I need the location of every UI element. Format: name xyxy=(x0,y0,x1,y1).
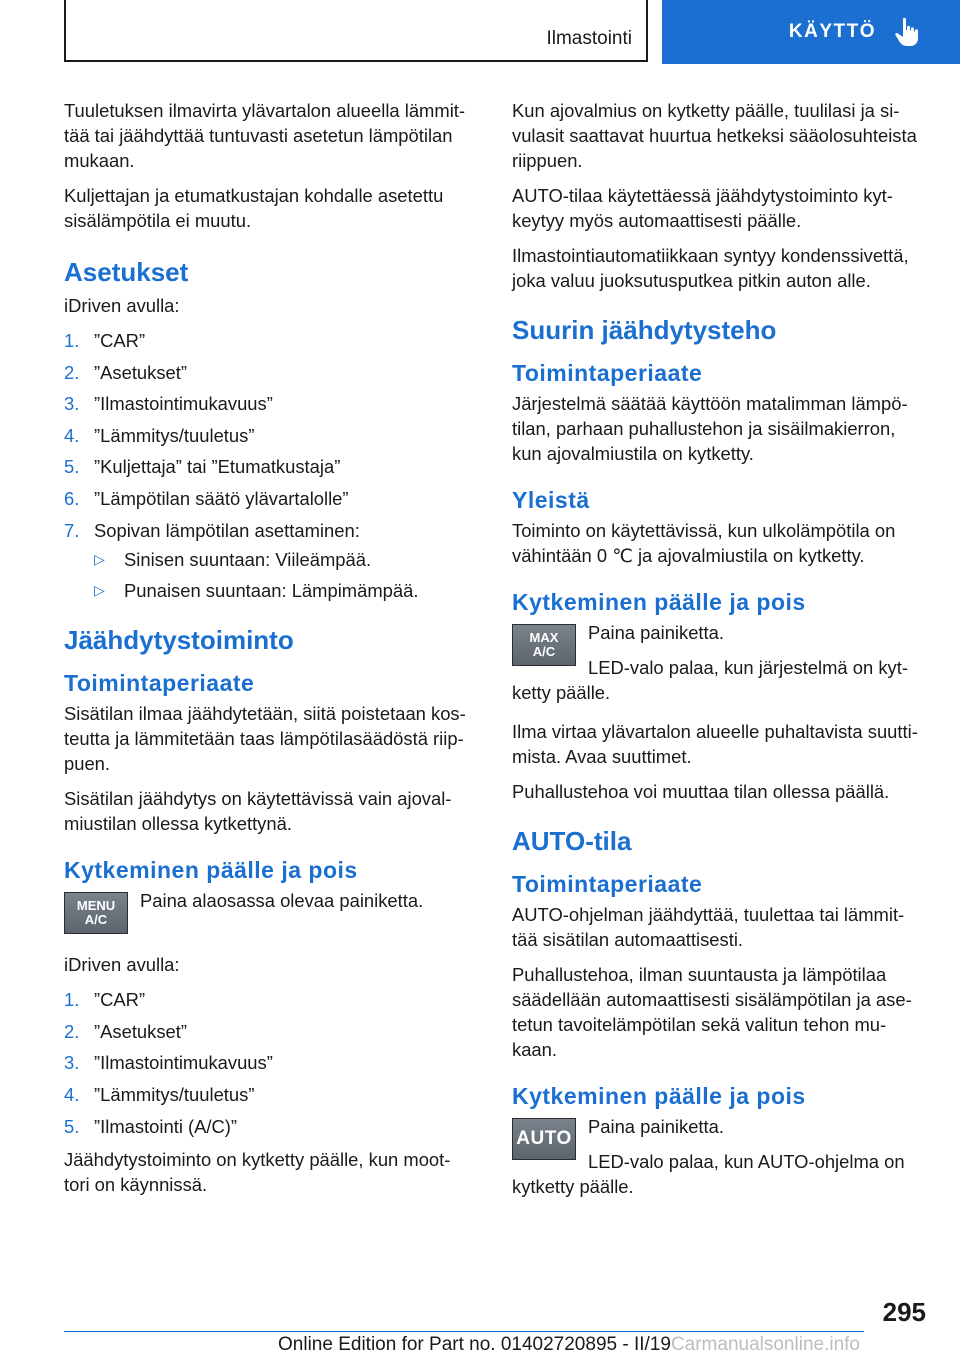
heading-kytkeminen: Kytkeminen päälle ja pois xyxy=(64,857,358,884)
paragraph: Järjestelmä säätää käyttöön matalimman lämpö‐ tilan, parhaan puhallustehon ja sisäilmakierron, kun ajovalmiustila on kytketty. xyxy=(512,393,908,464)
menu-ac-button-row xyxy=(64,888,480,938)
list-text: ”CAR” xyxy=(94,989,146,1011)
footer-divider xyxy=(64,1331,864,1332)
sub-list-item xyxy=(94,547,480,572)
heading-yleista: Yleistä xyxy=(512,487,590,513)
paragraph: Tuuletuksen ilmavirta ylävartalon alueella lämmit‐ tää tai jäähdyttää tuntuvasti asetetun lämpötilan mukaan. xyxy=(64,100,466,171)
right-column xyxy=(512,98,928,1209)
list-number: 3. xyxy=(64,1052,80,1074)
paragraph: Kuljettajan ja etumatkustajan kohdalle asetettu sisälämpötila ei muutu. xyxy=(64,185,444,231)
list-text: ”CAR” xyxy=(94,330,146,351)
list-text: ”Ilmastointi (A/C)” xyxy=(94,1115,238,1137)
list-text: ”Lämmitys/tuuletus” xyxy=(94,1083,255,1105)
heading-jaahdytystoiminto: Jäähdytystoiminto xyxy=(64,625,294,656)
list-text: ”Lämmitys/tuuletus” xyxy=(94,424,255,446)
header-section-title: Ilmastointi xyxy=(546,28,632,49)
paragraph: Jäähdytystoiminto on kytketty päälle, kun moot‐ tori on käynnissä. xyxy=(64,1148,451,1195)
edition-text: Online Edition for Part no. 01402720895 - II/19 xyxy=(278,1334,671,1355)
list-item xyxy=(64,423,480,448)
paragraph: Kun ajovalmius on kytketty päälle, tuulilasi ja si‐ vulasit saattavat huurtua hetkeksi sääolosuhteista riippuen. xyxy=(512,100,917,171)
auto-button-row xyxy=(512,1114,928,1199)
heading-toimintaperiaate: Toimintaperiaate xyxy=(64,670,255,697)
paragraph: iDriven avulla: xyxy=(64,954,180,976)
list-item xyxy=(64,1050,480,1075)
list-item xyxy=(64,1019,480,1044)
list-number: 2. xyxy=(64,1020,80,1042)
paragraph: LED-valo palaa, kun järjestelmä on kyt‐ ketty päälle. xyxy=(512,657,908,703)
list-number: 4. xyxy=(64,424,80,446)
paragraph: AUTO-tilaa käytettäessä jäähdytystoiminto kyt‐ keytyy myös automaattisesti päälle. xyxy=(512,185,893,231)
paragraph: Ilma virtaa ylävartalon alueelle puhaltavista suutti‐ mista. Avaa suuttimet. xyxy=(512,721,918,767)
left-column xyxy=(64,98,480,1207)
list-number: 7. xyxy=(64,519,80,541)
list-number: 1. xyxy=(64,989,80,1011)
paragraph: Paina painiketta. xyxy=(588,622,724,643)
heading-toimintaperiaate: Toimintaperiaate xyxy=(512,360,703,386)
triangle-bullet-icon: ▷ xyxy=(94,550,105,567)
paragraph: Ilmastointiautomatiikkaan syntyy kondenssivettä, joka valuu juoksutusputkea pitkin auton alle. xyxy=(512,245,909,291)
list-item xyxy=(64,454,480,479)
list-number: 3. xyxy=(64,393,80,415)
button-label-line2: A/C xyxy=(84,912,108,928)
list-item xyxy=(64,391,480,416)
settings-steps-list xyxy=(64,328,480,603)
list-item xyxy=(64,987,480,1012)
paragraph: Puhallustehoa, ilman suuntausta ja lämpötilaa säädellään automaattisesti sisälämpötilan ja ase‐ tetun tavoitelämpötilan sekä valitun tehon mu‐ kaan. xyxy=(512,964,912,1060)
triangle-bullet-icon: ▷ xyxy=(94,582,105,599)
list-text: ”Asetukset” xyxy=(94,1020,188,1042)
list-number: 4. xyxy=(64,1083,80,1105)
paragraph: LED-valo palaa, kun AUTO-ohjelma on kytketty päälle. xyxy=(512,1151,905,1197)
paragraph: Paina painiketta. xyxy=(588,1116,724,1137)
max-ac-button-row xyxy=(512,620,928,705)
paragraph: Paina alaosassa olevaa painiketta. xyxy=(140,890,424,912)
sub-list-text: Punaisen suuntaan: Lämpimämpää. xyxy=(124,580,419,602)
heading-toimintaperiaate: Toimintaperiaate xyxy=(512,871,703,897)
paragraph: Puhallustehoa voi muuttaa tilan ollessa päällä. xyxy=(512,781,890,802)
list-text: ”Lämpötilan säätö ylävartalolle” xyxy=(94,487,349,509)
header-chapter-title: KÄYTTÖ xyxy=(788,21,876,42)
list-number: 5. xyxy=(64,1115,80,1137)
paragraph: Toiminto on käytettävissä, kun ulkolämpötila on vähintään 0 ℃ ja ajovalmiustila on kytketty. xyxy=(512,520,896,566)
list-text: ”Ilmastointimukavuus” xyxy=(94,1052,273,1074)
list-item xyxy=(64,360,480,385)
sub-list xyxy=(94,547,480,604)
list-text: ”Asetukset” xyxy=(94,361,188,383)
heading-kytkeminen: Kytkeminen päälle ja pois xyxy=(512,1083,806,1109)
heading-suurin-jaahdytysteho: Suurin jäähdytysteho xyxy=(512,315,777,345)
button-label: AUTO xyxy=(516,1128,572,1149)
list-item xyxy=(64,1114,480,1139)
paragraph: AUTO-ohjelman jäähdyttää, tuulettaa tai lämmit‐ tää sisätilan automaattisesti. xyxy=(512,904,905,950)
list-item xyxy=(64,518,480,604)
list-number: 1. xyxy=(64,330,80,351)
list-item xyxy=(64,486,480,511)
heading-kytkeminen: Kytkeminen päälle ja pois xyxy=(512,589,806,615)
sub-list-text: Sinisen suuntaan: Viileämpää. xyxy=(124,548,372,570)
footer-edition xyxy=(278,1334,860,1356)
header-chapter-tab xyxy=(662,0,960,64)
list-number: 2. xyxy=(64,361,80,383)
page-number: 295 xyxy=(882,1297,926,1327)
auto-button-icon xyxy=(512,1118,576,1160)
ac-steps-list xyxy=(64,987,480,1138)
header-section-box xyxy=(64,0,648,62)
watermark-text: Carmanualsonline.info xyxy=(670,1334,860,1355)
list-text: ”Ilmastointimukavuus” xyxy=(94,393,273,415)
list-number: 6. xyxy=(64,487,80,509)
button-label-line2: A/C xyxy=(532,644,556,659)
list-text: ”Kuljettaja” tai ”Etumatkustaja” xyxy=(94,456,341,478)
button-label-line1: MAX xyxy=(529,630,559,645)
heading-auto-tila: AUTO-tila xyxy=(512,826,632,856)
list-item xyxy=(64,328,480,353)
heading-asetukset: Asetukset xyxy=(64,257,189,287)
sub-list-item xyxy=(94,578,480,603)
hand-pointer-icon xyxy=(894,17,920,47)
button-label-line1: MENU xyxy=(76,898,116,914)
paragraph: Sisätilan jäähdytys on käytettävissä vain ajoval‐ miustilan ollessa kytkettynä. xyxy=(64,788,452,835)
menu-ac-button-icon xyxy=(64,892,128,934)
paragraph: Sisätilan ilmaa jäähdytetään, siitä poistetaan kos‐ teutta ja lämmitetään taas lämpötilasäädöstä riip‐ puen. xyxy=(64,703,466,775)
list-text: Sopivan lämpötilan asettaminen: xyxy=(94,519,360,541)
list-number: 5. xyxy=(64,456,80,478)
paragraph: iDriven avulla: xyxy=(64,295,180,316)
list-item xyxy=(64,1082,480,1107)
max-ac-button-icon xyxy=(512,624,576,666)
